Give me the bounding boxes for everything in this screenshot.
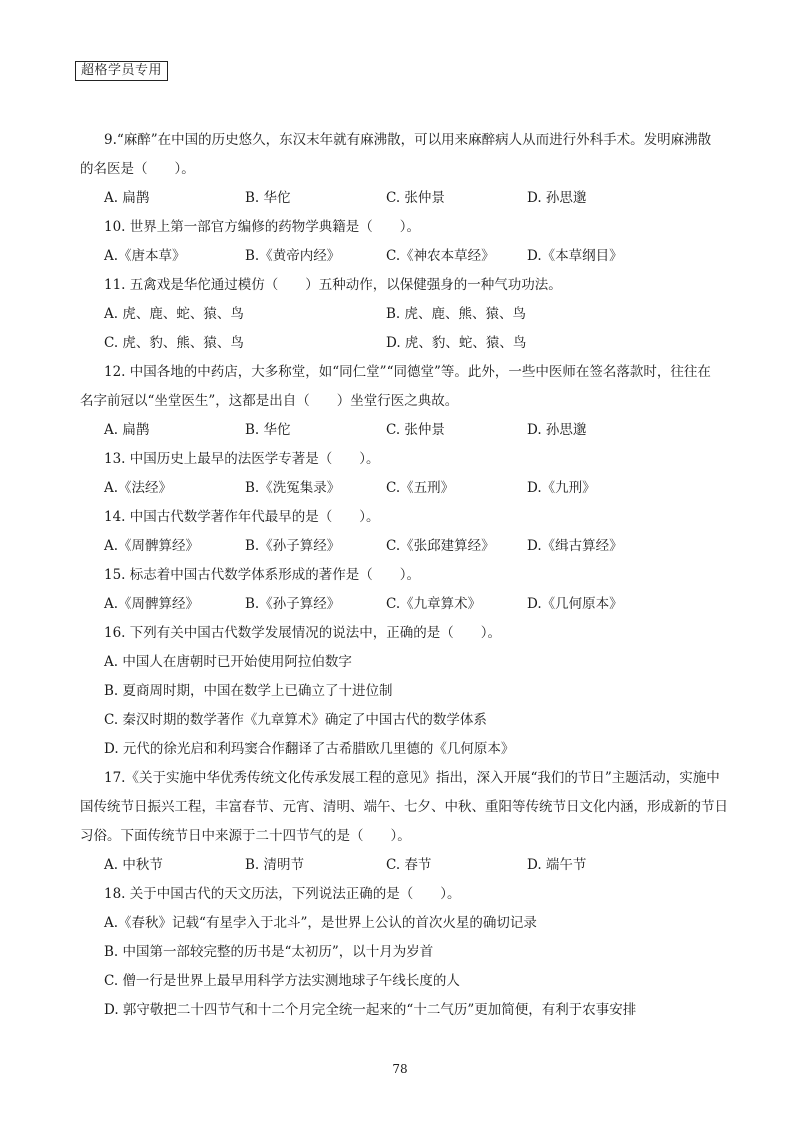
option-d: D. 孙思邈 xyxy=(527,422,587,438)
option-a: A.《春秋》记载“有星孛入于北斗”，是世界上公认的首次火星的确切记录 xyxy=(104,915,537,931)
option-d: D.《缉古算经》 xyxy=(527,538,623,554)
option-c: C. 张仲景 xyxy=(386,190,445,206)
option-b: B.《黄帝内经》 xyxy=(245,248,341,264)
option-c: C. 秦汉时期的数学著作《九章算术》确定了中国古代的数学体系 xyxy=(104,712,487,728)
option-d: D.《九刑》 xyxy=(527,480,596,496)
question-13-options xyxy=(104,474,724,503)
option-a: A.《唐本草》 xyxy=(104,248,186,264)
option-c: C. 虎、豹、熊、猿、鸟 xyxy=(104,335,244,351)
question-16: 16. 下列有关中国古代数学发展情况的说法中，正确的是（ ）。 xyxy=(104,625,502,641)
option-d: D. 元代的徐光启和利玛窦合作翻译了古希腊欧几里德的《几何原本》 xyxy=(104,741,515,757)
option-c: C.《九章算术》 xyxy=(386,596,482,612)
question-11-options-row-2 xyxy=(104,329,724,358)
option-a: A.《周髀算经》 xyxy=(104,596,200,612)
option-b: B.《洗冤集录》 xyxy=(245,480,341,496)
option-c: C.《张邱建算经》 xyxy=(386,538,495,554)
option-c: C. 僧一行是世界上最早用科学方法实测地球子午线长度的人 xyxy=(104,973,460,989)
question-17-line-2: 国传统节日振兴工程，丰富春节、元宵、清明、端午、七夕、中秋、重阳等传统节日文化内涵，形成新的节日 xyxy=(80,799,728,815)
question-17 xyxy=(80,764,728,851)
question-12-line-2: 名字前冠以“坐堂医生”，这都是出自（ ）坐堂行医之典故。 xyxy=(80,393,459,409)
question-10-options xyxy=(104,242,724,271)
option-b: B. 清明节 xyxy=(245,857,305,873)
option-a: A. 中秋节 xyxy=(104,857,163,873)
question-14-options xyxy=(104,532,724,561)
question-12-options xyxy=(104,416,724,445)
option-b: B.《孙子算经》 xyxy=(245,596,341,612)
question-15: 15. 标志着中国古代数学体系形成的著作是（ ）。 xyxy=(104,567,421,583)
question-17-options xyxy=(104,851,724,880)
option-a: A.《法经》 xyxy=(104,480,173,496)
option-d: D. 端午节 xyxy=(527,857,587,873)
question-11: 11. 五禽戏是华佗通过模仿（ ）五种动作，以保健强身的一种气功功法。 xyxy=(104,277,562,293)
question-12 xyxy=(80,358,720,416)
question-17-line-1: 17.《关于实施中华优秀传统文化传承发展工程的意见》指出，深入开展“我们的节日”主题活动，实施中 xyxy=(104,770,720,786)
question-11-options-row-1 xyxy=(104,300,724,329)
option-a: A. 扁鹊 xyxy=(104,190,150,206)
question-9-options xyxy=(104,184,724,213)
page-number: 78 xyxy=(392,1062,408,1076)
option-d: D. 郭守敬把二十四节气和十二个月完全统一起来的“十二气历”更加简便，有利于农事安排 xyxy=(104,1002,637,1018)
question-list xyxy=(80,126,728,1025)
question-12-line-1: 12. 中国各地的中药店，大多称堂，如“同仁堂”“同德堂”等。此外，一些中医师在签名落款时，往往在 xyxy=(104,364,711,380)
question-9 xyxy=(80,126,720,184)
option-a: A. 扁鹊 xyxy=(104,422,150,438)
option-c: C. 春节 xyxy=(386,857,432,873)
option-a: A. 中国人在唐朝时已开始使用阿拉伯数字 xyxy=(104,654,352,670)
option-c: C.《神农本草经》 xyxy=(386,248,495,264)
option-b: B. 中国第一部较完整的历书是“太初历”，以十月为岁首 xyxy=(104,944,434,960)
question-15-options xyxy=(104,590,724,619)
option-b: B. 华佗 xyxy=(245,422,291,438)
option-b: B. 夏商周时期，中国在数学上已确立了十进位制 xyxy=(104,683,393,699)
option-c: C.《五刑》 xyxy=(386,480,455,496)
question-9-line-1: 9.“麻醉”在中国的历史悠久，东汉末年就有麻沸散，可以用来麻醉病人从而进行外科手术。发明麻沸散 xyxy=(104,132,712,148)
question-10: 10. 世界上第一部官方编修的药物学典籍是（ ）。 xyxy=(104,219,421,235)
question-9-line-2: 的名医是（ ）。 xyxy=(80,161,195,177)
option-d: D.《本草纲目》 xyxy=(527,248,623,264)
option-a: A.《周髀算经》 xyxy=(104,538,200,554)
question-18: 18. 关于中国古代的天文历法，下列说法正确的是（ ）。 xyxy=(104,886,461,902)
question-13: 13. 中国历史上最早的法医学专著是（ ）。 xyxy=(104,451,380,467)
option-b: B. 虎、鹿、熊、猿、鸟 xyxy=(386,306,527,322)
option-d: D. 虎、豹、蛇、猿、鸟 xyxy=(386,335,527,351)
option-b: B. 华佗 xyxy=(245,190,291,206)
option-b: B.《孙子算经》 xyxy=(245,538,341,554)
question-17-line-3: 习俗。下面传统节日中来源于二十四节气的是（ ）。 xyxy=(80,828,411,844)
student-only-stamp: 超格学员专用 xyxy=(75,61,168,81)
option-d: D. 孙思邈 xyxy=(527,190,587,206)
question-14: 14. 中国古代数学著作年代最早的是（ ）。 xyxy=(104,509,380,525)
option-c: C. 张仲景 xyxy=(386,422,445,438)
option-a: A. 虎、鹿、蛇、猿、鸟 xyxy=(104,306,244,322)
option-d: D.《几何原本》 xyxy=(527,596,623,612)
